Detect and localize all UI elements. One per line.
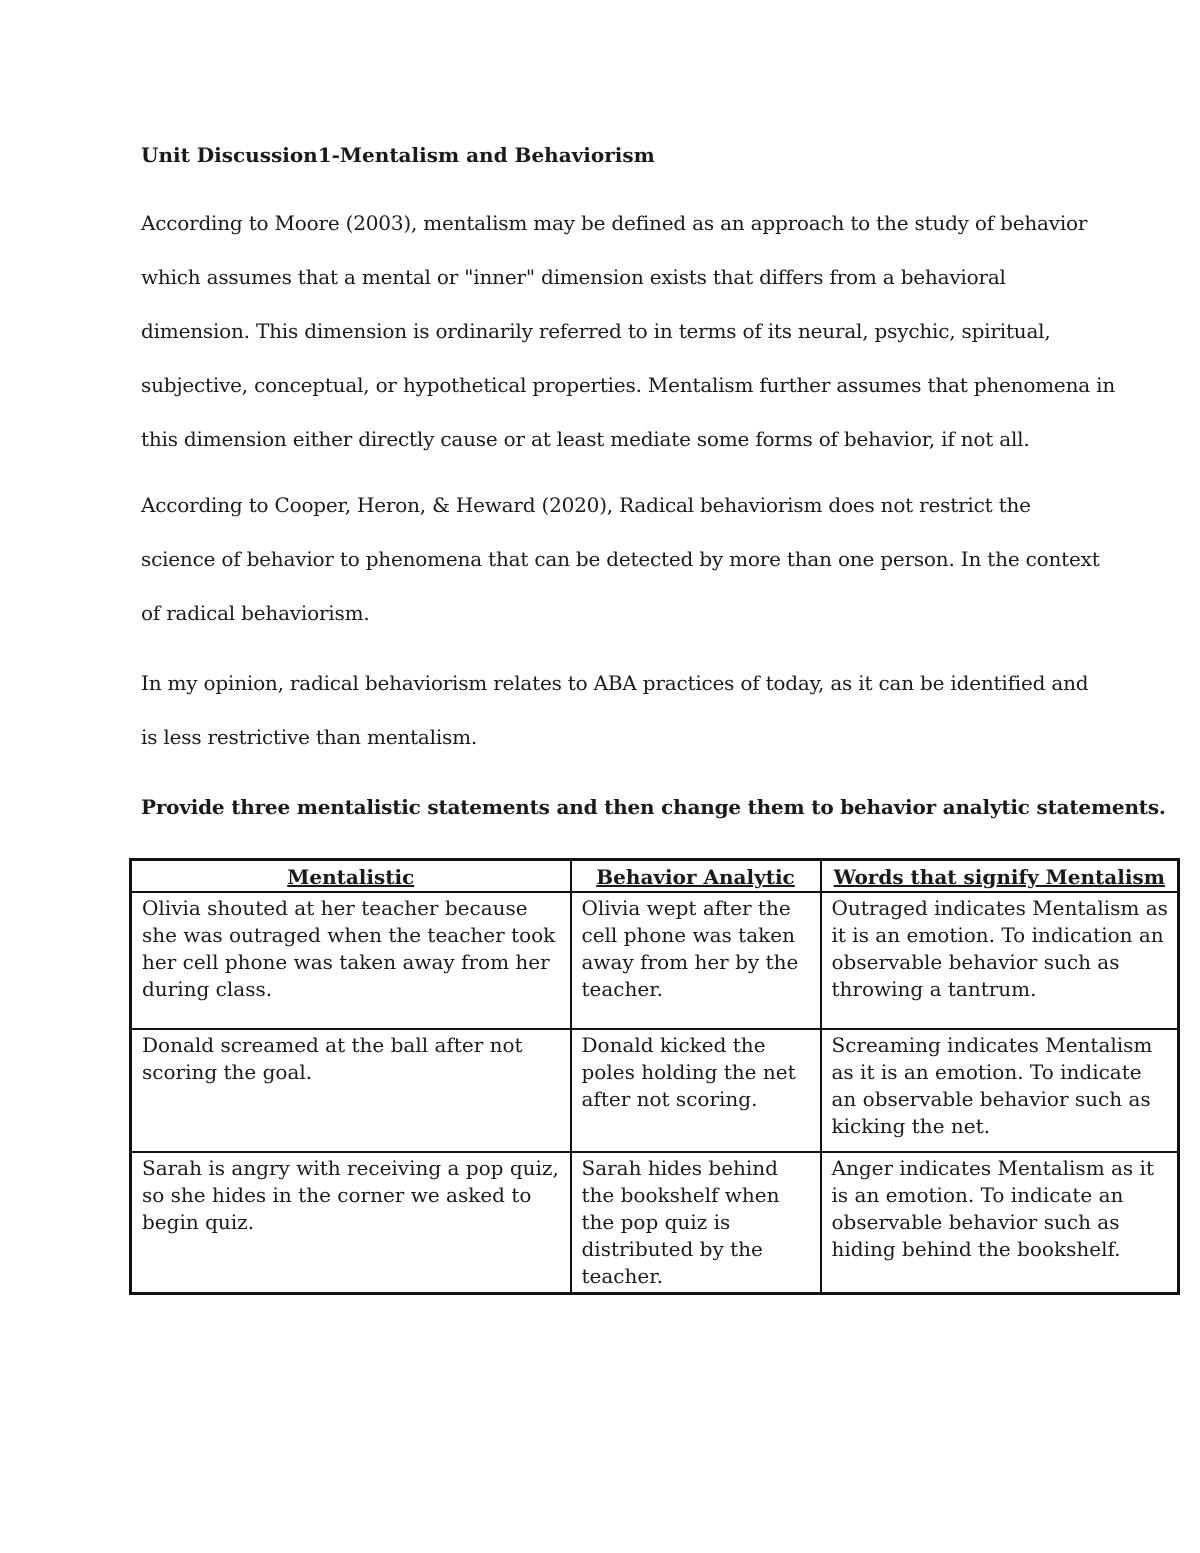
paragraph-line: According to Moore (2003), mentalism may be defined as an approach to the study of behavior [141, 211, 1088, 235]
paragraph-line: this dimension either directly cause or at least mediate some forms of behavior, if not all. [141, 427, 1030, 451]
table-row [131, 1152, 1179, 1294]
paragraph-line: is less restrictive than mentalism. [141, 725, 478, 749]
paragraph-line: In my opinion, radical behaviorism relates to ABA practices of today, as it can be identified and [141, 671, 1089, 695]
paragraph-line: which assumes that a mental or "inner" dimension exists that differs from a behavioral [141, 265, 1006, 289]
mentalism-words-cell: Screaming indicates Mentalism as it is an emotion. To indicate an observable behavior such as kicking the net. [821, 1029, 1179, 1152]
paragraph-line: of radical behaviorism. [141, 601, 370, 625]
paragraph-line: science of behavior to phenomena that can be detected by more than one person. In the context [141, 547, 1100, 571]
behavior-analytic-cell: Olivia wept after the cell phone was taken away from her by the teacher. [571, 892, 821, 1029]
comparison-table [129, 858, 1180, 1295]
paragraph-line: subjective, conceptual, or hypothetical properties. Mentalism further assumes that phenomena in [141, 373, 1116, 397]
header-mentalistic: Mentalistic [131, 860, 571, 893]
table-header-row [131, 860, 1179, 893]
behavior-analytic-cell: Donald kicked the poles holding the net after not scoring. [571, 1029, 821, 1152]
header-behavior-analytic: Behavior Analytic [571, 860, 821, 893]
mentalistic-cell: Olivia shouted at her teacher because she was outraged when the teacher took her cell phone was taken away from her during class. [131, 892, 571, 1029]
paragraph-line: According to Cooper, Heron, & Heward (2020), Radical behaviorism does not restrict the [141, 493, 1031, 517]
mentalism-words-cell: Outraged indicates Mentalism as it is an emotion. To indication an observable behavior such as throwing a tantrum. [821, 892, 1179, 1029]
paragraph-line: dimension. This dimension is ordinarily referred to in terms of its neural, psychic, spiritual, [141, 319, 1051, 343]
mentalistic-cell: Donald screamed at the ball after not scoring the goal. [131, 1029, 571, 1152]
mentalistic-cell: Sarah is angry with receiving a pop quiz, so she hides in the corner we asked to begin quiz. [131, 1152, 571, 1294]
table-row [131, 1029, 1179, 1152]
table-row [131, 892, 1179, 1029]
mentalism-words-cell: Anger indicates Mentalism as it is an emotion. To indicate an observable behavior such as hiding behind the bookshelf. [821, 1152, 1179, 1294]
header-words-signify-mentalism: Words that signify Mentalism [821, 860, 1179, 893]
document-title: Unit Discussion1-Mentalism and Behaviorism [141, 143, 655, 167]
assignment-prompt: Provide three mentalistic statements and then change them to behavior analytic statements. [141, 795, 1166, 819]
behavior-analytic-cell: Sarah hides behind the bookshelf when the pop quiz is distributed by the teacher. [571, 1152, 821, 1294]
